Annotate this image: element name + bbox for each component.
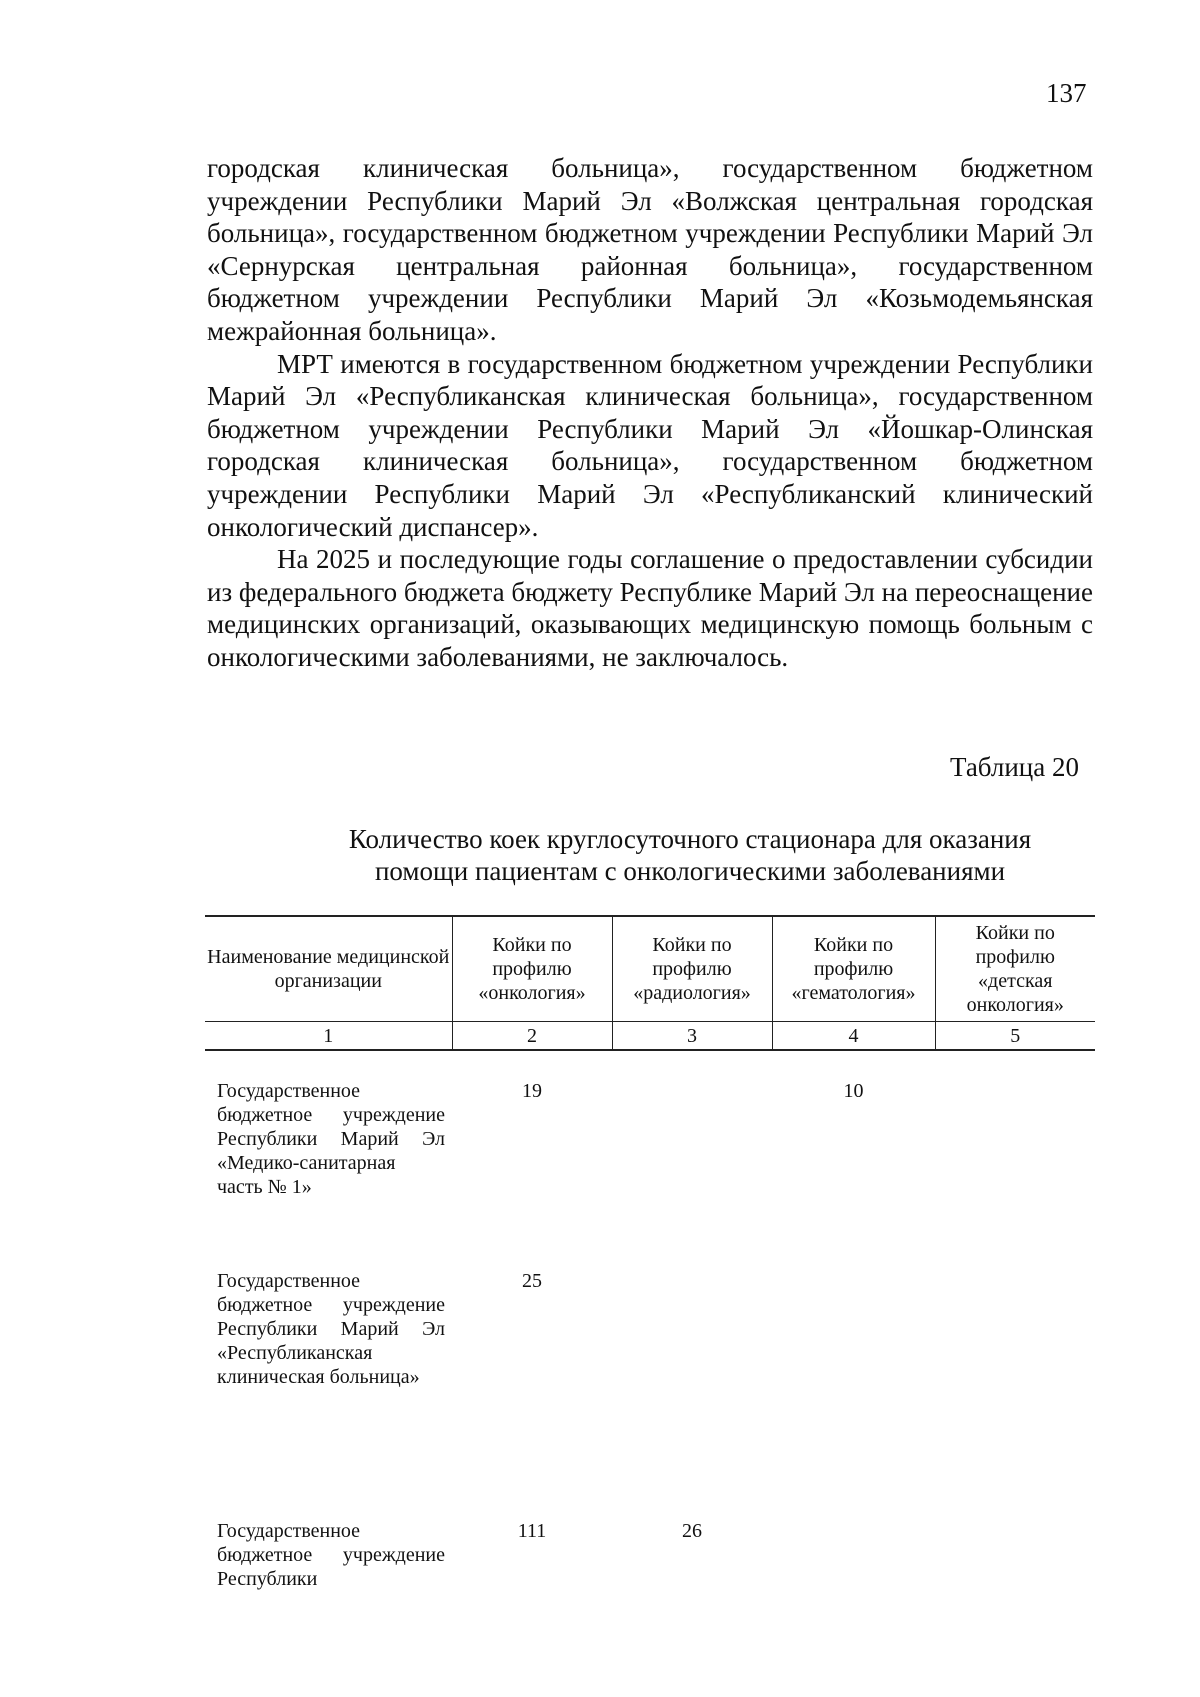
table-row xyxy=(205,1050,1095,1239)
paragraph: МРТ имеются в государственном бюджетном учреждении Республики Марий Эл «Республиканская клиническая больница», государственном бюджетном учреждении Республики Марий Эл «Йошкар-Олинская городская клиническая больница», государственном бюджетном учреждении Республики Марий Эл «Республиканский клинический онкологический диспансер». xyxy=(207,348,1093,542)
hematology-beds xyxy=(772,1489,935,1591)
table-label: Таблица 20 xyxy=(950,752,1079,782)
column-number-row xyxy=(205,1022,1095,1051)
org-name: Государственное бюджетное учреждение Республики xyxy=(217,1520,445,1590)
table-row xyxy=(205,1239,1095,1489)
table-title xyxy=(240,823,1140,887)
column-header: Койки по профилю «детская онкология» xyxy=(935,916,1095,1022)
pediatric-oncology-beds xyxy=(935,1050,1095,1239)
org-name: Государственное бюджетное учреждение Республики Марий Эл «Медико-санитарная часть № 1» xyxy=(217,1080,445,1198)
table-title-line: помощи пациентам с онкологическими заболеваниями xyxy=(374,856,1006,886)
radiology-beds xyxy=(612,1239,772,1489)
column-header: Койки по профилю «онкология» xyxy=(452,916,612,1022)
oncology-beds: 25 xyxy=(522,1270,542,1292)
column-header: Наименование медицинской организации xyxy=(205,916,452,1022)
pediatric-oncology-beds xyxy=(935,1489,1095,1591)
page-number: 137 xyxy=(1046,78,1087,108)
org-name-cell xyxy=(205,1050,452,1239)
radiology-beds: 26 xyxy=(682,1520,702,1542)
hematology-beds xyxy=(772,1239,935,1489)
column-header: Койки по профилю «гематология» xyxy=(772,916,935,1022)
body-text xyxy=(207,152,1093,674)
paragraph: На 2025 и последующие годы соглашение о предоставлении субсидии из федерального бюджета бюджету Республике Марий Эл на переоснащение медицинских организаций, оказывающих медицинскую помощь больным с онкологическими заболеваниями, не заключалось. xyxy=(207,544,1093,672)
pediatric-oncology-beds xyxy=(935,1239,1095,1489)
radiology-beds xyxy=(612,1050,772,1239)
column-number: 2 xyxy=(452,1022,612,1051)
column-number: 5 xyxy=(935,1022,1095,1051)
beds-table xyxy=(205,915,1095,1591)
org-name: Государственное бюджетное учреждение Республики Марий Эл «Республиканская клиническая больница» xyxy=(217,1270,445,1388)
column-number: 3 xyxy=(612,1022,772,1051)
column-number: 1 xyxy=(205,1022,452,1051)
table-header-row xyxy=(205,916,1095,1022)
table-title-line: Количество коек круглосуточного стационара для оказания xyxy=(348,824,1032,854)
paragraph: городская клиническая больница», государственном бюджетном учреждении Республики Марий Эл «Волжская центральная городская больница», государственном бюджетном учреждении Республики Марий Эл «Сернурская центральная районная больница», государственном бюджетном учреждении Республики Марий Эл «Козьмодемьянская межрайонная больница». xyxy=(207,153,1093,346)
column-number: 4 xyxy=(772,1022,935,1051)
oncology-beds: 19 xyxy=(522,1080,542,1102)
oncology-beds: 111 xyxy=(517,1520,547,1542)
table-row xyxy=(205,1489,1095,1591)
org-name-cell xyxy=(205,1239,452,1489)
column-header: Койки по профилю «радиология» xyxy=(612,916,772,1022)
org-name-cell xyxy=(205,1489,452,1591)
hematology-beds: 10 xyxy=(843,1080,864,1102)
